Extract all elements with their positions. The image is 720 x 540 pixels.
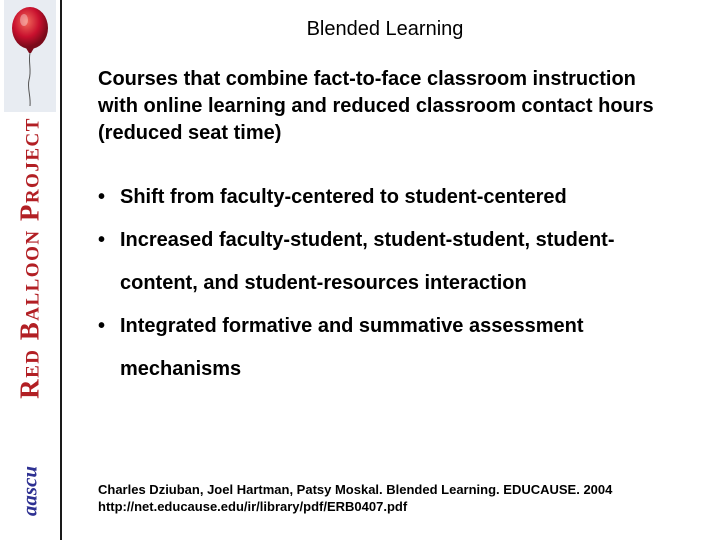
slide-title: Blended Learning [306,18,464,40]
bullet-item [98,176,658,219]
sidebar [0,0,62,540]
bullet-text: Shift from faculty-centered to student-centered [120,186,567,208]
bullet-icon: • [98,186,106,208]
aascu-logo: aascu [17,465,42,517]
intro-text: Courses that combine fact-to-face classroom instruction with online learning and reduced classroom contact hours (reduced seat time) [98,68,654,144]
bullet-text: Integrated formative and summative assessment mechanisms [120,315,584,380]
bullet-list [98,176,658,391]
bullet-item [98,305,658,391]
project-title: Red Balloon Project [14,117,45,399]
citation: Charles Dziuban, Joel Hartman, Patsy Moskal. Blended Learning. EDUCAUSE. 2004 http://net.educause.edu/ir/library/pdf/ERB0407.pdf [98,482,613,514]
bullet-text: Increased faculty-student, student-student, student-content, and student-resources interaction [120,229,615,294]
red-balloon-icon [4,0,56,112]
bullet-icon: • [98,315,106,337]
bullet-icon: • [98,229,106,251]
bullet-item [98,219,658,305]
